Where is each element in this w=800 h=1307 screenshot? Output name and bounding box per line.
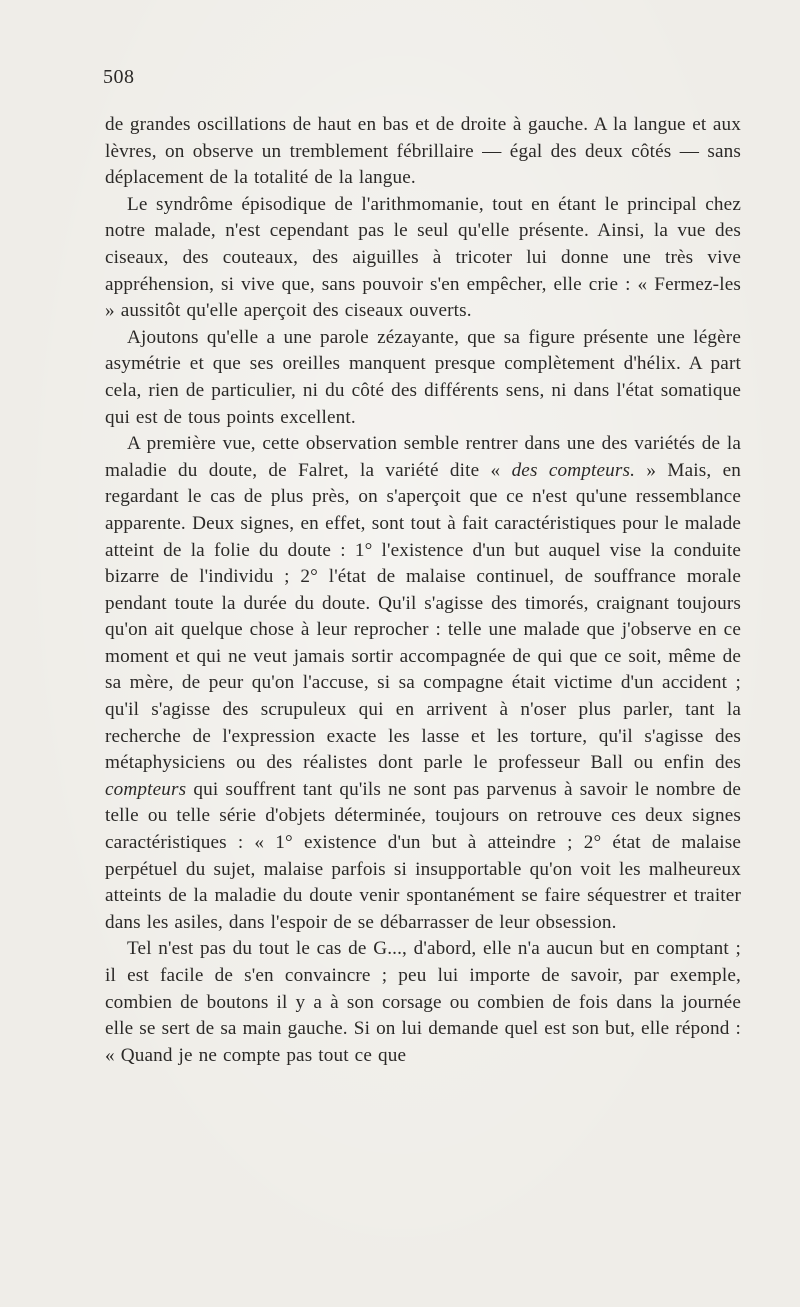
paragraph-3: Ajoutons qu'elle a une parole zézayante, que sa figure présente une légère asymétrie et que ses oreilles manquent presque complètement d'hélix. A part cela, rien de particulier, ni du côté des différents sens, ni dans l'état somatique qui est de tous points excellent. [105,326,741,428]
paragraph-5: Tel n'est pas du tout le cas de G..., d'abord, elle n'a aucun but en comptant ; il est facile de s'en convaincre ; peu lui importe de savoir, par exemple, combien de boutons il y a à son corsage ou combien de fois dans la journée elle se sert de sa main gauche. Si on lui demande quel est son but, elle répond : « Quand je ne compte pas tout ce que [105,938,741,1066]
body-text [105,112,741,1069]
paragraph-4-text-b: » Mais, en regardant le cas de plus près, on s'aperçoit que ce n'est qu'une ressemblance apparente. Deux signes, en effet, sont tout à fait caractéristiques pour le malade atteint de la folie du doute : 1° l'existence d'un but auquel vise la conduite bizarre de l'individu ; 2° l'état de malaise continuel, de souffrance morale pendant toute la durée du doute. Qu'il s'agisse des timorés, craignant toujours qu'on ait quelque chose à leur reprocher : telle une malade que j'observe en ce moment et qui ne veut jamais sortir accompagnée de qui que ce soit, même de sa mère, de peur qu'on l'accuse, si sa compagne était victime d'un accident ; qu'il s'agisse des scrupuleux qui en arrivent à n'oser plus parler, tant la recherche de l'expression exacte les lasse et les torture, qu'il s'agisse des métaphysiciens ou des réalistes dont parle le professeur Ball ou enfin des [105,459,741,774]
italic-term-compteurs: compteurs [105,778,187,800]
paragraph-4-text-a: A première vue, cette observation semble rentrer dans une des variétés de la maladie du doute, de Falret, la variété dite « [105,433,741,481]
italic-term-des-compteurs: des compteurs. [511,459,636,481]
paragraph-2: Le syndrôme épisodique de l'arithmomanie, tout en étant le principal chez notre malade, n'est cependant pas le seul qu'elle présente. Ainsi, la vue des ciseaux, des couteaux, des aiguilles à tricoter lui donne une très vive appréhension, si vive que, sans pouvoir s'en empêcher, elle crie : « Fermez-les » aussitôt qu'elle aperçoit des ciseaux ouverts. [105,193,741,322]
paragraph-4 [105,431,741,936]
page-number: 508 [103,66,135,88]
paragraph-4-text-c: qui souffrent tant qu'ils ne sont pas parvenus à savoir le nombre de telle ou telle série d'objets déterminée, toujours on retrouve ces deux signes caractéristiques : « 1° existence d'un but à atteindre ; 2° état de malaise perpétuel du sujet, malaise parfois si insupportable qu'on voit les malheureux atteints de la maladie du doute venir spontanément se faire séquestrer et traiter dans les asiles, dans l'espoir de se débarrasser de leur obsession. [105,778,741,933]
paragraph-1: de grandes oscillations de haut en bas et de droite à gauche. A la langue et aux lèvres, on observe un tremblement fébrillaire — égal des deux côtés — sans déplacement de la totalité de la langue. [105,114,741,189]
